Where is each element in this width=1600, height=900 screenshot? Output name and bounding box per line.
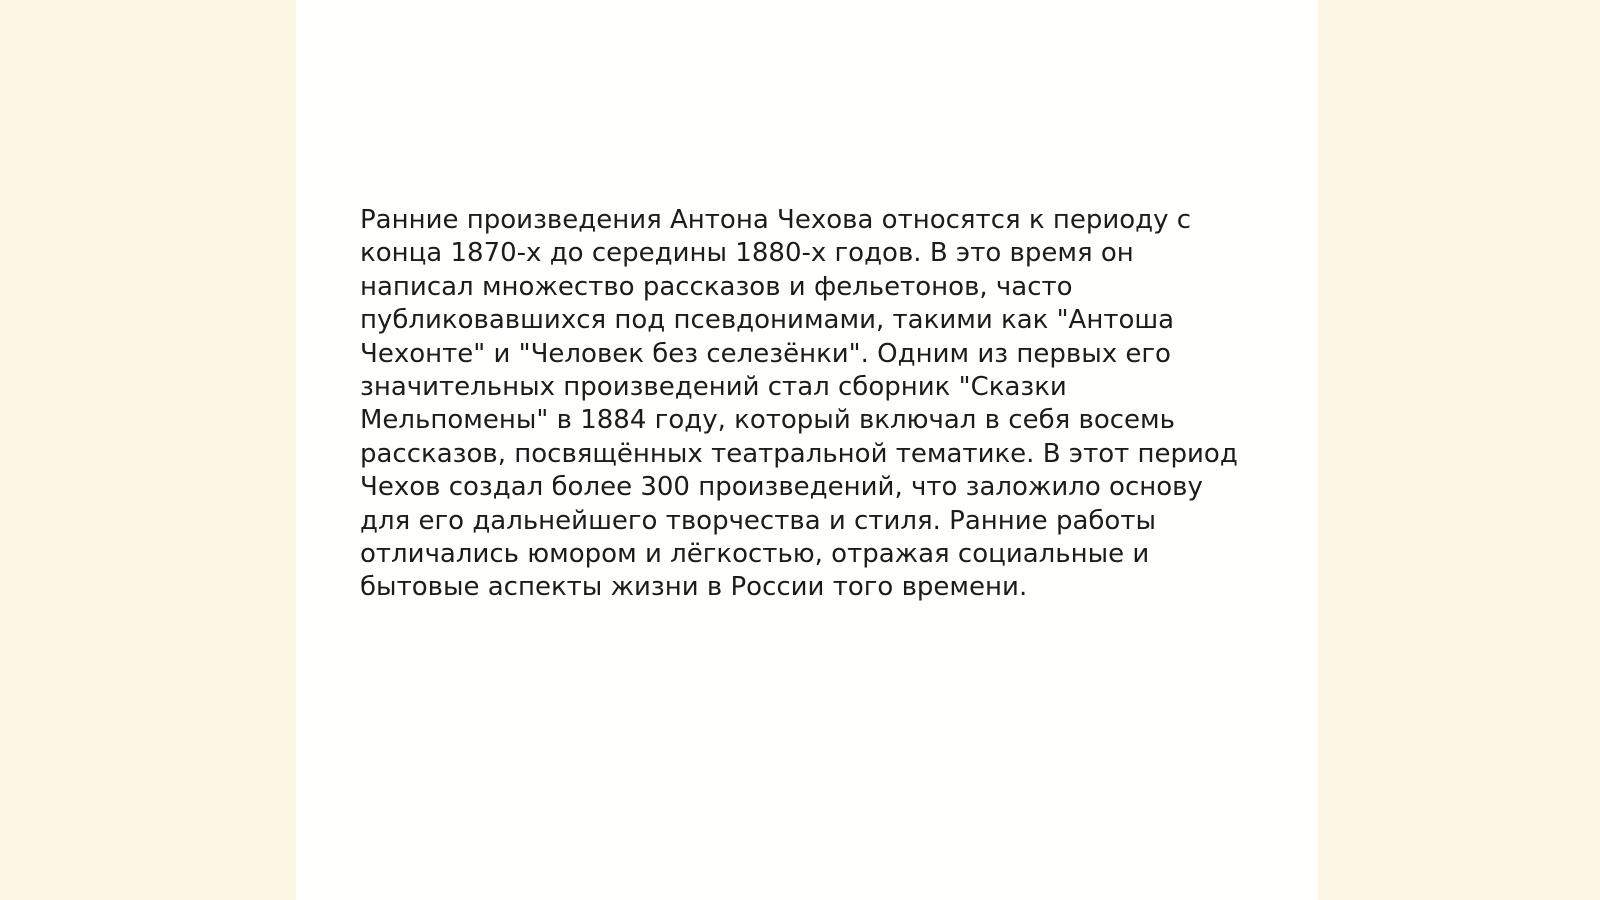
document-page <box>296 0 1318 900</box>
body-paragraph: Ранние произведения Антона Чехова относятся к периоду с конца 1870-х до середины 1880-х годов. В это время он написал множество рассказов и фельетонов, часто публиковавшихся под псевдонимами, такими как "Антоша Чехонте" и "Человек без селезёнки". Одним из первых его значительных произведений стал сборник "Сказки Мельпомены" в 1884 году, который включал в себя восемь рассказов, посвящённых театральной тематике. В этот период Чехов создал более 300 произведений, что заложило основу для его дальнейшего творчества и стиля. Ранние работы отличались юмором и лёгкостью, отражая социальные и бытовые аспекты жизни в России того времени. <box>360 205 1238 603</box>
